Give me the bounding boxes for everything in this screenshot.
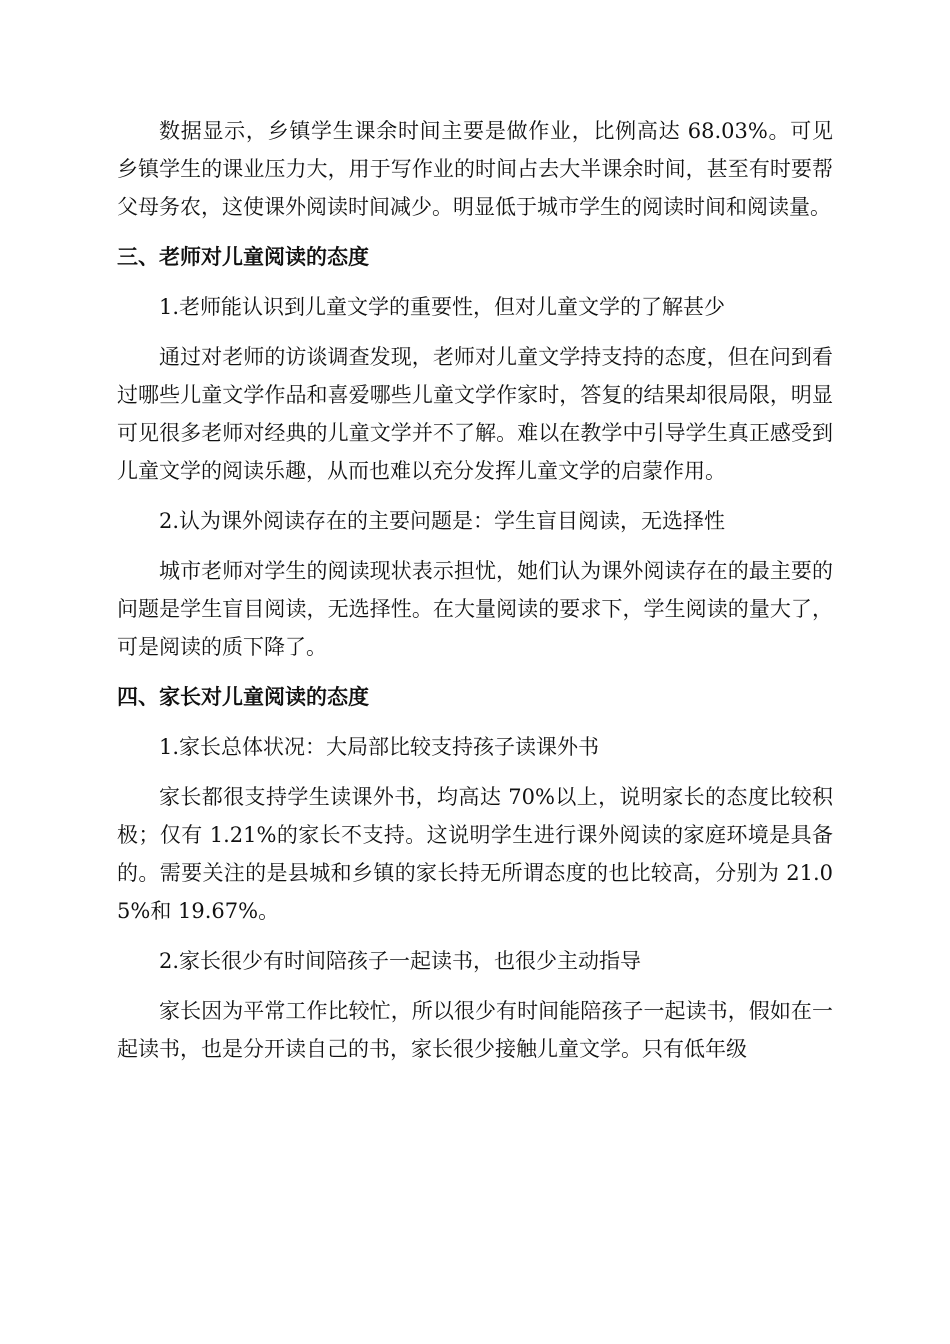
spacer: [117, 666, 833, 678]
paragraph-teachers-concern: 城市老师对学生的阅读现状表示担忧，她们认为课外阅读存在的最主要的问题是学生盲目阅读，无选择性。在大量阅读的要求下，学生阅读的量大了，可是阅读的质下降了。: [117, 559, 833, 659]
spacer: [117, 276, 833, 288]
subheading-parents-1: 1.家长总体状况：大局部比较支持孩子读课外书: [159, 735, 600, 759]
paragraph-teachers-interview: 通过对老师的访谈调查发现，老师对儿童文学持支持的态度，但在问到看过哪些儿童文学作品和喜爱哪些儿童文学作家时，答复的结果却很局限，明显可见很多老师对经典的儿童文学并不了解。难以在教学中引导学生真正感受到儿童文学的阅读乐趣，从而也难以充分发挥儿童文学的启蒙作用。: [117, 345, 833, 483]
paragraph-parents-time: 家长因为平常工作比较忙，所以很少有时间能陪孩子一起读书，假如在一起读书，也是分开读自己的书，家长很少接触儿童文学。只有低年级: [117, 999, 833, 1061]
paragraph-parents-support: 家长都很支持学生读课外书，均高达 70%以上，说明家长的态度比较积极；仅有 1.21%的家长不支持。这说明学生进行课外阅读的家庭环境是具备的。需要关注的是县城和乡镇的家长持无所谓态度的也比较高，分别为 21.05%和 19.67%。: [117, 785, 833, 923]
spacer: [117, 930, 833, 942]
paragraph-reading-time: 数据显示，乡镇学生课余时间主要是做作业，比例高达 68.03%。可见乡镇学生的课业压力大，用于写作业的时间占去大半课余时间，甚至有时要帮父母务农，这使课外阅读时间减少。明显低于城市学生的阅读时间和阅读量。: [117, 119, 833, 219]
section-heading-parents: 四、家长对儿童阅读的态度: [117, 684, 369, 709]
spacer: [117, 766, 833, 778]
section-heading-teachers: 三、老师对儿童阅读的态度: [117, 244, 369, 269]
spacer: [117, 540, 833, 552]
subheading-teachers-2: 2.认为课外阅读存在的主要问题是：学生盲目阅读，无选择性: [159, 509, 726, 533]
subheading-parents-2: 2.家长很少有时间陪孩子一起读书，也很少主动指导: [159, 949, 642, 973]
spacer: [117, 490, 833, 502]
spacer: [117, 980, 833, 992]
spacer: [117, 716, 833, 728]
subheading-teachers-1: 1.老师能认识到儿童文学的重要性，但对儿童文学的了解甚少: [159, 295, 726, 319]
spacer: [117, 226, 833, 238]
spacer: [117, 326, 833, 338]
document-page: [117, 112, 833, 1068]
